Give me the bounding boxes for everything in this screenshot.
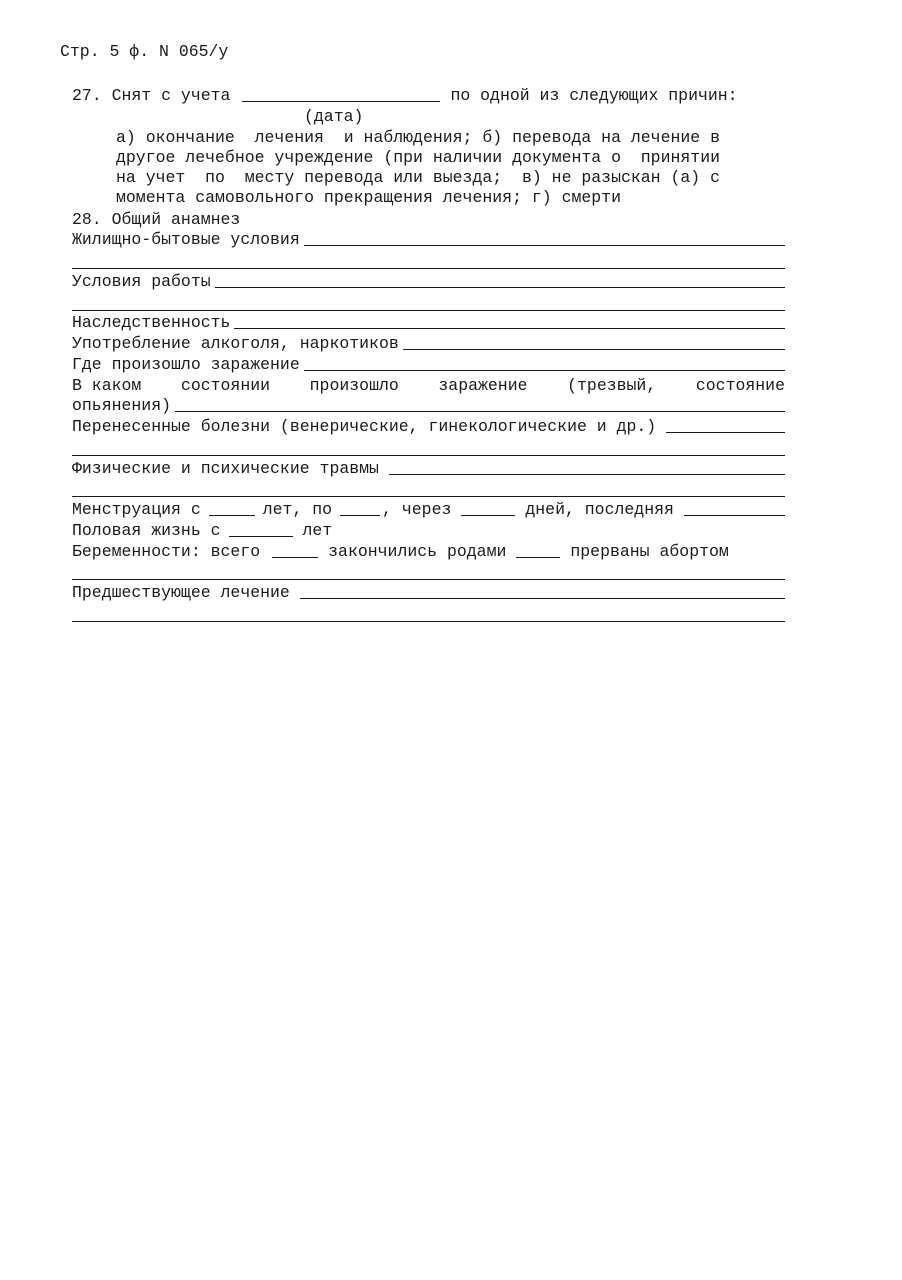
state-word-6: состояние	[695, 376, 785, 395]
alcohol-label: Употребление алкоголя, наркотиков	[72, 334, 399, 353]
heredity-field[interactable]	[234, 313, 785, 329]
work-line	[72, 272, 785, 292]
menstruation-days: дней, последняя	[525, 500, 674, 519]
state-word-1: В каком	[72, 376, 142, 395]
sex-life-age-field[interactable]	[229, 521, 293, 537]
pregnancy-abortion: прерваны абортом	[570, 542, 729, 561]
pregnancy-abortion-field[interactable]	[72, 579, 785, 580]
date-hint-line	[304, 107, 424, 127]
living-field[interactable]	[304, 230, 785, 246]
page-header-text: Стр. 5 ф. N 065/у	[60, 42, 229, 61]
state-word-4: заражение	[438, 376, 528, 395]
state-word-5: (трезвый,	[567, 376, 657, 395]
reason-text-4: момента самовольного прекращения лечения; г) смерти	[116, 188, 621, 207]
menstruation-age-field[interactable]	[209, 500, 255, 516]
reason-text-2: другое лечебное учреждение (при наличии документа о принятии	[116, 148, 720, 167]
item-28-title: 28. Общий анамнез	[72, 210, 241, 229]
prior-treatment-field-2[interactable]	[72, 621, 785, 622]
date-hint: (дата)	[304, 107, 364, 126]
pregnancy-line	[72, 542, 785, 562]
item-28-title-line	[72, 210, 785, 230]
living-line	[72, 230, 785, 250]
trauma-field-2[interactable]	[72, 496, 785, 497]
work-field[interactable]	[215, 272, 785, 288]
reason-line-1	[116, 128, 786, 148]
pregnancy-total-field[interactable]	[272, 542, 318, 558]
page-header	[60, 42, 460, 62]
trauma-field[interactable]	[389, 459, 785, 475]
past-diseases-line	[72, 417, 785, 437]
infection-place-field[interactable]	[304, 355, 785, 371]
sex-life-line	[72, 521, 785, 541]
living-label: Жилищно-бытовые условия	[72, 230, 300, 249]
reason-text-1: а) окончание лечения и наблюдения; б) перевода на лечение в	[116, 128, 720, 147]
alcohol-line	[72, 334, 785, 354]
prior-treatment-line	[72, 583, 785, 603]
past-diseases-label: Перенесенные болезни (венерические, гинекологические и др.)	[72, 417, 657, 436]
trauma-label: Физические и психические травмы	[72, 459, 379, 478]
item-27-after: по одной из следующих причин:	[450, 86, 738, 105]
infection-state-field[interactable]	[175, 396, 785, 412]
past-diseases-field[interactable]	[666, 417, 785, 433]
state-line2-label: опьянения)	[72, 396, 172, 415]
menstruation-years: лет, по	[262, 500, 333, 519]
pregnancy-births: закончились родами	[328, 542, 507, 561]
past-diseases-field-2[interactable]	[72, 455, 785, 456]
work-field-2[interactable]	[72, 310, 785, 311]
alcohol-field[interactable]	[403, 334, 785, 350]
heredity-label: Наследственность	[72, 313, 231, 332]
menstruation-comma: ,	[382, 500, 402, 519]
prior-treatment-label: Предшествующее лечение	[72, 583, 290, 602]
pregnancy-prefix: Беременности: всего	[72, 542, 261, 561]
menstruation-line	[72, 500, 785, 520]
menstruation-duration-field[interactable]	[340, 500, 380, 516]
state-word-2: состоянии	[180, 376, 271, 395]
reason-line-4	[116, 188, 786, 208]
date-field[interactable]	[242, 86, 440, 102]
heredity-line	[72, 313, 785, 333]
reason-line-3	[116, 168, 786, 188]
sex-life-prefix: Половая жизнь с	[72, 521, 221, 540]
infection-state-line-2	[72, 396, 785, 416]
menstruation-last-field[interactable]	[684, 500, 785, 516]
work-label: Условия работы	[72, 272, 211, 291]
prior-treatment-field[interactable]	[300, 583, 785, 599]
item-27-line	[72, 86, 785, 106]
pregnancy-births-field[interactable]	[516, 542, 560, 558]
infection-state-line-1	[72, 376, 785, 396]
infection-place-label: Где произошло заражение	[72, 355, 300, 374]
living-field-2[interactable]	[72, 268, 785, 269]
reason-text-3: на учет по месту перевода или выезда; в) не разыскан (а) с	[116, 168, 720, 187]
reason-line-2	[116, 148, 786, 168]
menstruation-after: через	[401, 500, 452, 519]
menstruation-interval-field[interactable]	[461, 500, 515, 516]
state-word-3: произошло	[309, 376, 399, 395]
infection-place-line	[72, 355, 785, 375]
item-27-label: 27. Снят с учета	[72, 86, 231, 105]
menstruation-prefix: Менструация с	[72, 500, 201, 519]
trauma-line	[72, 459, 785, 479]
sex-life-suffix: лет	[302, 521, 333, 540]
